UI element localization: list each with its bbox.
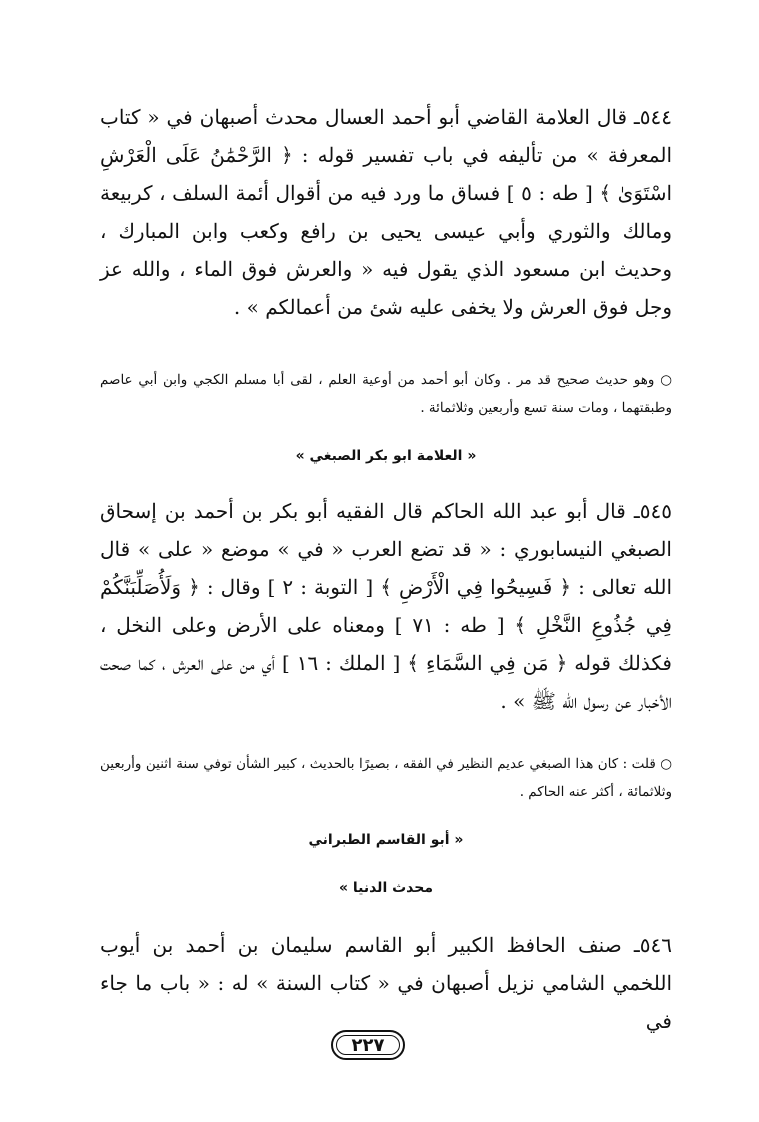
section-heading-sibghi: « العلامة ابو بكر الصبغي » [295, 448, 477, 464]
page-number-badge [331, 1030, 405, 1060]
paragraph-545: ٥٤٥ـ قال أبو عبد الله الحاكم قال الفقيه أبو بكر بن أحمد بن إسحاق الصبغي النيسابوري : « قد تضع العرب « في » موضع « على » قال الله تعالى : ﴿ فَسِيحُوا فِي الْأَرْضِ ﴾ [ التوبة : ٢ ] وقال : ﴿ وَلَأُصَلِّبَنَّكُمْ فِي جُذُوعِ النَّخْلِ ﴾ [ طه : ٧١ ] ومعناه على الأرض وعلى النخل ، فكذلك قوله ﴿ مَن فِي السَّمَاءِ ﴾ [ الملك : ١٦ ] أي من على العرش ، كما صحت الأخبار عن رسول الله ﷺ » . [100, 499, 673, 713]
section-subheading-tabarani: محدث الدنيا » [338, 880, 434, 896]
page-number: ٢٢٧ [351, 1034, 385, 1056]
section-heading-tabarani: « أبو القاسم الطبراني [308, 832, 464, 848]
note-544: ○ وهو حديث صحيح قد مر . وكان أبو أحمد من أوعية العلم ، لقى أبا مسلم الكجي وابن أبي عاصم وطبقتهما ، ومات سنة تسع وأربعين وثلاثمائة . [100, 372, 672, 416]
note-545: ○ قلت : كان هذا الصبغي عديم النظير في الفقه ، بصيرًا بالحديث ، كبير الشأن توفي سنة اثنين وأربعين وثلاثمائة ، أكثر عنه الحاكم . [100, 756, 672, 800]
paragraph-546: ٥٤٦ـ صنف الحافظ الكبير أبو القاسم سليمان بن أحمد بن أيوب اللخمي الشامي نزيل أصبهان في « كتاب السنة » له : « باب ما جاء في [100, 933, 672, 1033]
paragraph-544: ٥٤٤ـ قال العلامة القاضي أبو أحمد العسال محدث أصبهان في « كتاب المعرفة » من تأليفه في باب تفسير قوله : ﴿ الرَّحْمَٰنُ عَلَى الْعَرْشِ اسْتَوَىٰ ﴾ [ طه : ٥ ] فساق ما ورد فيه من أقوال أئمة السلف ، كربيعة ومالك والثوري وأبي عيسى يحيى بن رافع وكعب وابن المبارك ، وحديث ابن مسعود الذي يقول فيه « والعرش فوق الماء ، والله عز وجل فوق العرش ولا يخفى عليه شئ من أعمالكم » . [100, 105, 673, 319]
